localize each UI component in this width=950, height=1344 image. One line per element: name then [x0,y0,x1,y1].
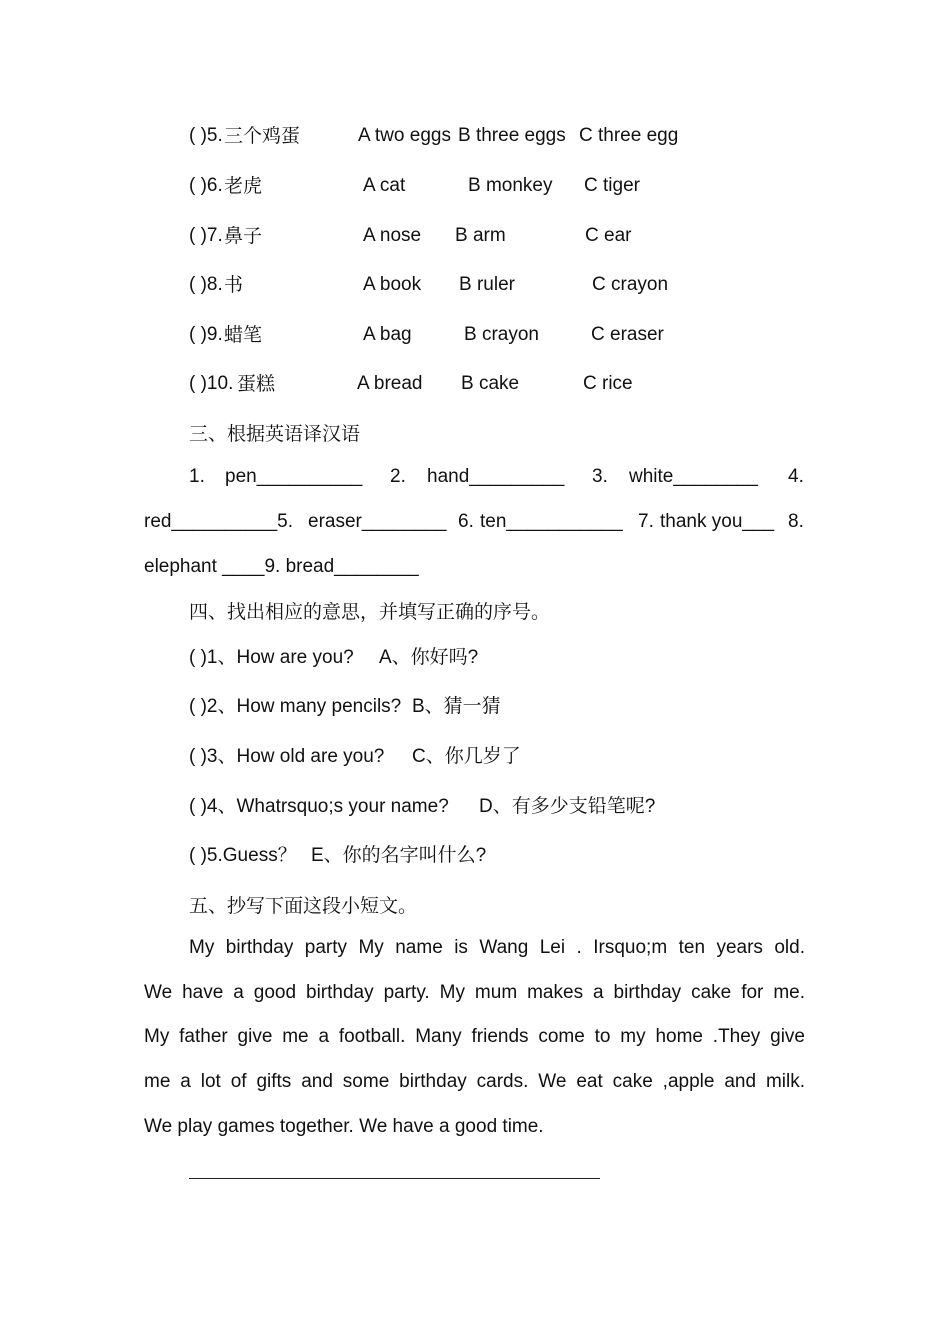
choice-number: ( )6. [189,175,223,196]
blank-item: white________ [629,466,758,487]
choice-chinese: 蛋糕 [237,373,276,395]
choice-option-a: A cat [363,175,406,196]
blank-item: pen__________ [225,466,363,487]
choice-option-c: C crayon [592,274,669,295]
choice-chinese: 三个鸡蛋 [224,125,301,147]
choice-option-b: B arm [455,225,506,246]
blank-item: 2. [390,466,406,487]
blank-item: eraser________ [308,511,447,532]
choice-option-c: C rice [583,373,633,394]
blank-item: 4. [788,466,804,487]
blank-item: thank you___ [660,511,775,532]
choice-number: ( )8. [189,274,223,295]
choice-option-c: C tiger [584,175,640,196]
blank-item: 1. [189,466,205,487]
paragraph-line: We have a good birthday party. My mum makes a birthday cake for me. [144,982,805,1003]
choice-chinese: 鼻子 [224,225,263,247]
matching-english: ( )1、How are you? [189,647,354,668]
choice-option-b: B cake [461,373,520,394]
choice-option-c: C ear [585,225,632,246]
choice-option-c: C three egg [579,125,679,146]
choice-number: ( )7. [189,225,223,246]
matching-english: ( )3、How old are you? [189,746,385,767]
matching-chinese: B、猜一猜 [412,696,501,717]
matching-chinese: D、有多少支铅笔呢? [479,796,656,817]
matching-chinese: C、你几岁了 [412,746,521,767]
matching-chinese: A、你好吗? [379,647,479,668]
matching-english: ( )5.Guess？ [189,845,297,866]
choice-number: ( )10. [189,373,234,394]
choice-option-a: A book [363,274,422,295]
blank-item: 6. [458,511,474,532]
section5-heading: 五、抄写下面这段小短文。 [189,895,418,917]
paragraph-line: My birthday party My name is Wang Lei . Irsquo;m ten years old. [189,937,805,958]
blank-item: 3. [592,466,608,487]
blank-item: hand_________ [427,466,565,487]
choice-option-b: B monkey [468,175,553,196]
choice-option-c: C eraser [591,324,664,345]
section3-heading: 三、根据英语译汉语 [189,423,361,445]
choice-chinese: 老虎 [224,175,263,197]
choice-option-b: B crayon [464,324,539,345]
matching-chinese: E、你的名字叫什么? [311,845,487,866]
blank-item: red__________5. [144,511,293,532]
choice-option-b: B ruler [459,274,515,295]
matching-english: ( )4、Whatrsquo;s your name? [189,796,449,817]
choice-option-b: B three eggs [458,125,566,146]
choice-number: ( )9. [189,324,223,345]
paragraph-line: My father give me a football. Many friends come to my home .They give [144,1026,805,1047]
choice-option-a: A bag [363,324,412,345]
section3-line-3: elephant ____9. bread________ [144,556,419,577]
choice-option-a: A bread [357,373,423,394]
blank-item: 8. [788,511,804,532]
answer-line [189,1178,600,1179]
paragraph-line: me a lot of gifts and some birthday cards. We eat cake ,apple and milk. [144,1071,805,1092]
paragraph-line: We play games together. We have a good time. [144,1116,544,1137]
choice-option-a: A nose [363,225,422,246]
blank-item: ten___________ [480,511,623,532]
blank-item: 7. [638,511,654,532]
choice-number: ( )5. [189,125,223,146]
matching-english: ( )2、How many pencils? [189,696,402,717]
choice-chinese: 书 [224,274,244,296]
choice-option-a: A two eggs [358,125,451,146]
section4-heading: 四、找出相应的意思，并填写正确的序号。 [189,601,551,623]
choice-chinese: 蜡笔 [224,324,263,346]
